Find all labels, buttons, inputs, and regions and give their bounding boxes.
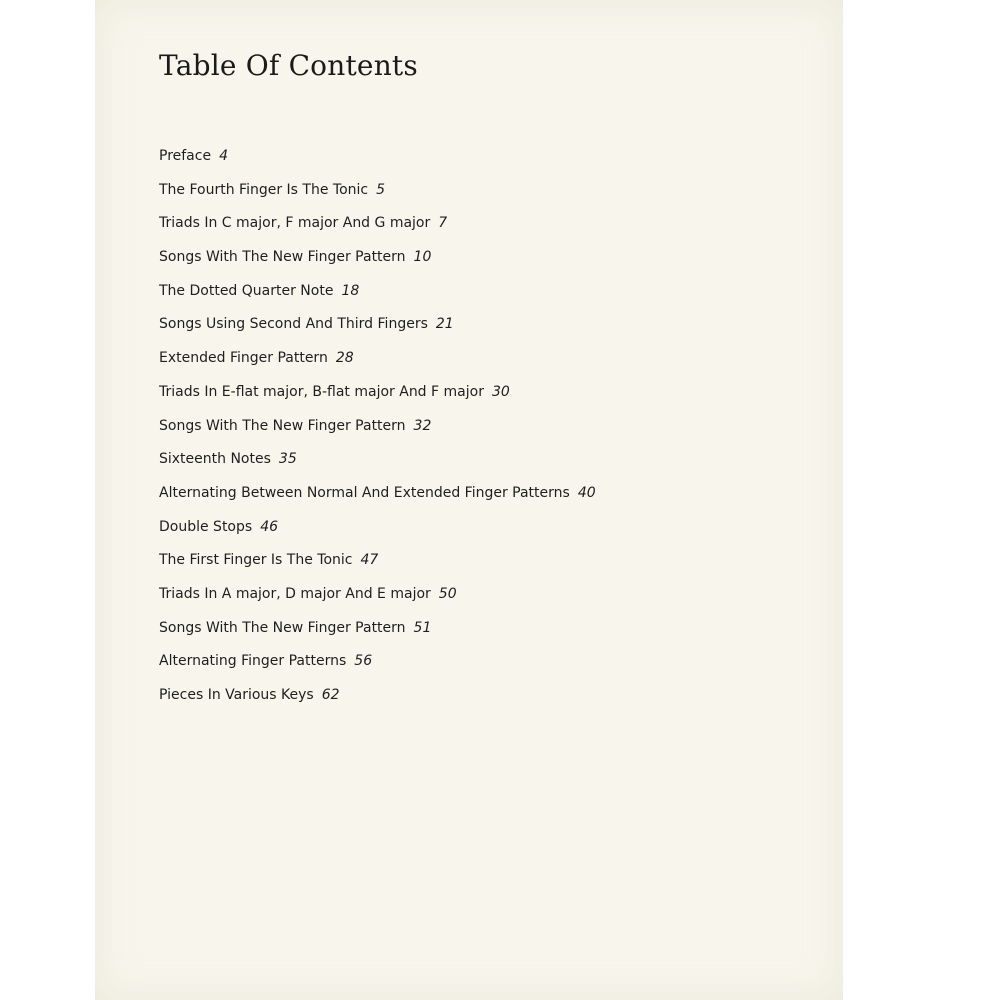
toc-entry-label: Double Stops xyxy=(159,518,253,535)
toc-entry-page: 46 xyxy=(260,518,279,535)
toc-entry-label: Triads In C major, F major And G major xyxy=(159,215,431,232)
toc-entry xyxy=(159,585,596,619)
toc-entry-label: The Fourth Finger Is The Tonic xyxy=(159,181,369,198)
toc-entry-page: 62 xyxy=(321,687,340,703)
toc-entry-label: Preface xyxy=(159,148,212,164)
document-page xyxy=(95,0,843,1000)
toc-entry-label: Songs With The New Finger Pattern xyxy=(159,249,406,266)
toc-entry-page: 51 xyxy=(413,619,432,636)
toc-entry xyxy=(159,383,596,417)
toc-entry-page: 21 xyxy=(435,316,454,333)
toc-entry xyxy=(159,450,596,484)
toc-list xyxy=(159,147,596,720)
toc-entry xyxy=(159,619,596,653)
toc-entry xyxy=(159,315,596,349)
toc-entry xyxy=(159,417,596,451)
toc-entry-page: 47 xyxy=(360,552,379,569)
toc-entry xyxy=(159,181,596,215)
toc-entry-label: Extended Finger Pattern xyxy=(159,350,328,367)
toc-entry-page: 30 xyxy=(491,383,510,400)
toc-entry-label: The Dotted Quarter Note xyxy=(159,282,334,299)
toc-entry-page: 40 xyxy=(577,484,596,501)
toc-entry xyxy=(159,686,596,720)
toc-entry xyxy=(159,282,596,316)
toc-entry-page: 50 xyxy=(438,585,457,602)
page-title: Table Of Contents xyxy=(159,49,418,82)
toc-entry xyxy=(159,214,596,248)
toc-entry-page: 5 xyxy=(376,181,386,198)
toc-entry-label: Alternating Between Normal And Extended Finger Patterns xyxy=(159,484,570,501)
toc-entry-page: 18 xyxy=(341,282,360,299)
toc-entry xyxy=(159,349,596,383)
toc-entry-page: 35 xyxy=(278,451,297,468)
toc-entry-page: 10 xyxy=(413,249,432,266)
toc-entry-label: The First Finger Is The Tonic xyxy=(159,552,353,569)
toc-entry-page: 7 xyxy=(438,215,448,232)
toc-entry xyxy=(159,551,596,585)
toc-entry xyxy=(159,484,596,518)
toc-entry-label: Triads In A major, D major And E major xyxy=(159,585,431,602)
toc-entry xyxy=(159,248,596,282)
toc-entry-label: Pieces In Various Keys xyxy=(159,687,314,703)
toc-entry xyxy=(159,652,596,686)
toc-entry xyxy=(159,518,596,552)
toc-entry-label: Songs With The New Finger Pattern xyxy=(159,417,406,434)
toc-entry-page: 28 xyxy=(335,350,354,367)
toc-entry-label: Songs With The New Finger Pattern xyxy=(159,619,406,636)
toc-entry xyxy=(159,147,596,181)
toc-entry-page: 4 xyxy=(219,148,228,164)
toc-entry-page: 32 xyxy=(413,417,432,434)
toc-entry-label: Sixteenth Notes xyxy=(159,451,271,468)
toc-entry-label: Triads In E-flat major, B-flat major And F major xyxy=(159,383,484,400)
toc-entry-page: 56 xyxy=(354,653,373,670)
toc-entry-label: Songs Using Second And Third Fingers xyxy=(159,316,428,333)
toc-entry-label: Alternating Finger Patterns xyxy=(159,653,347,670)
